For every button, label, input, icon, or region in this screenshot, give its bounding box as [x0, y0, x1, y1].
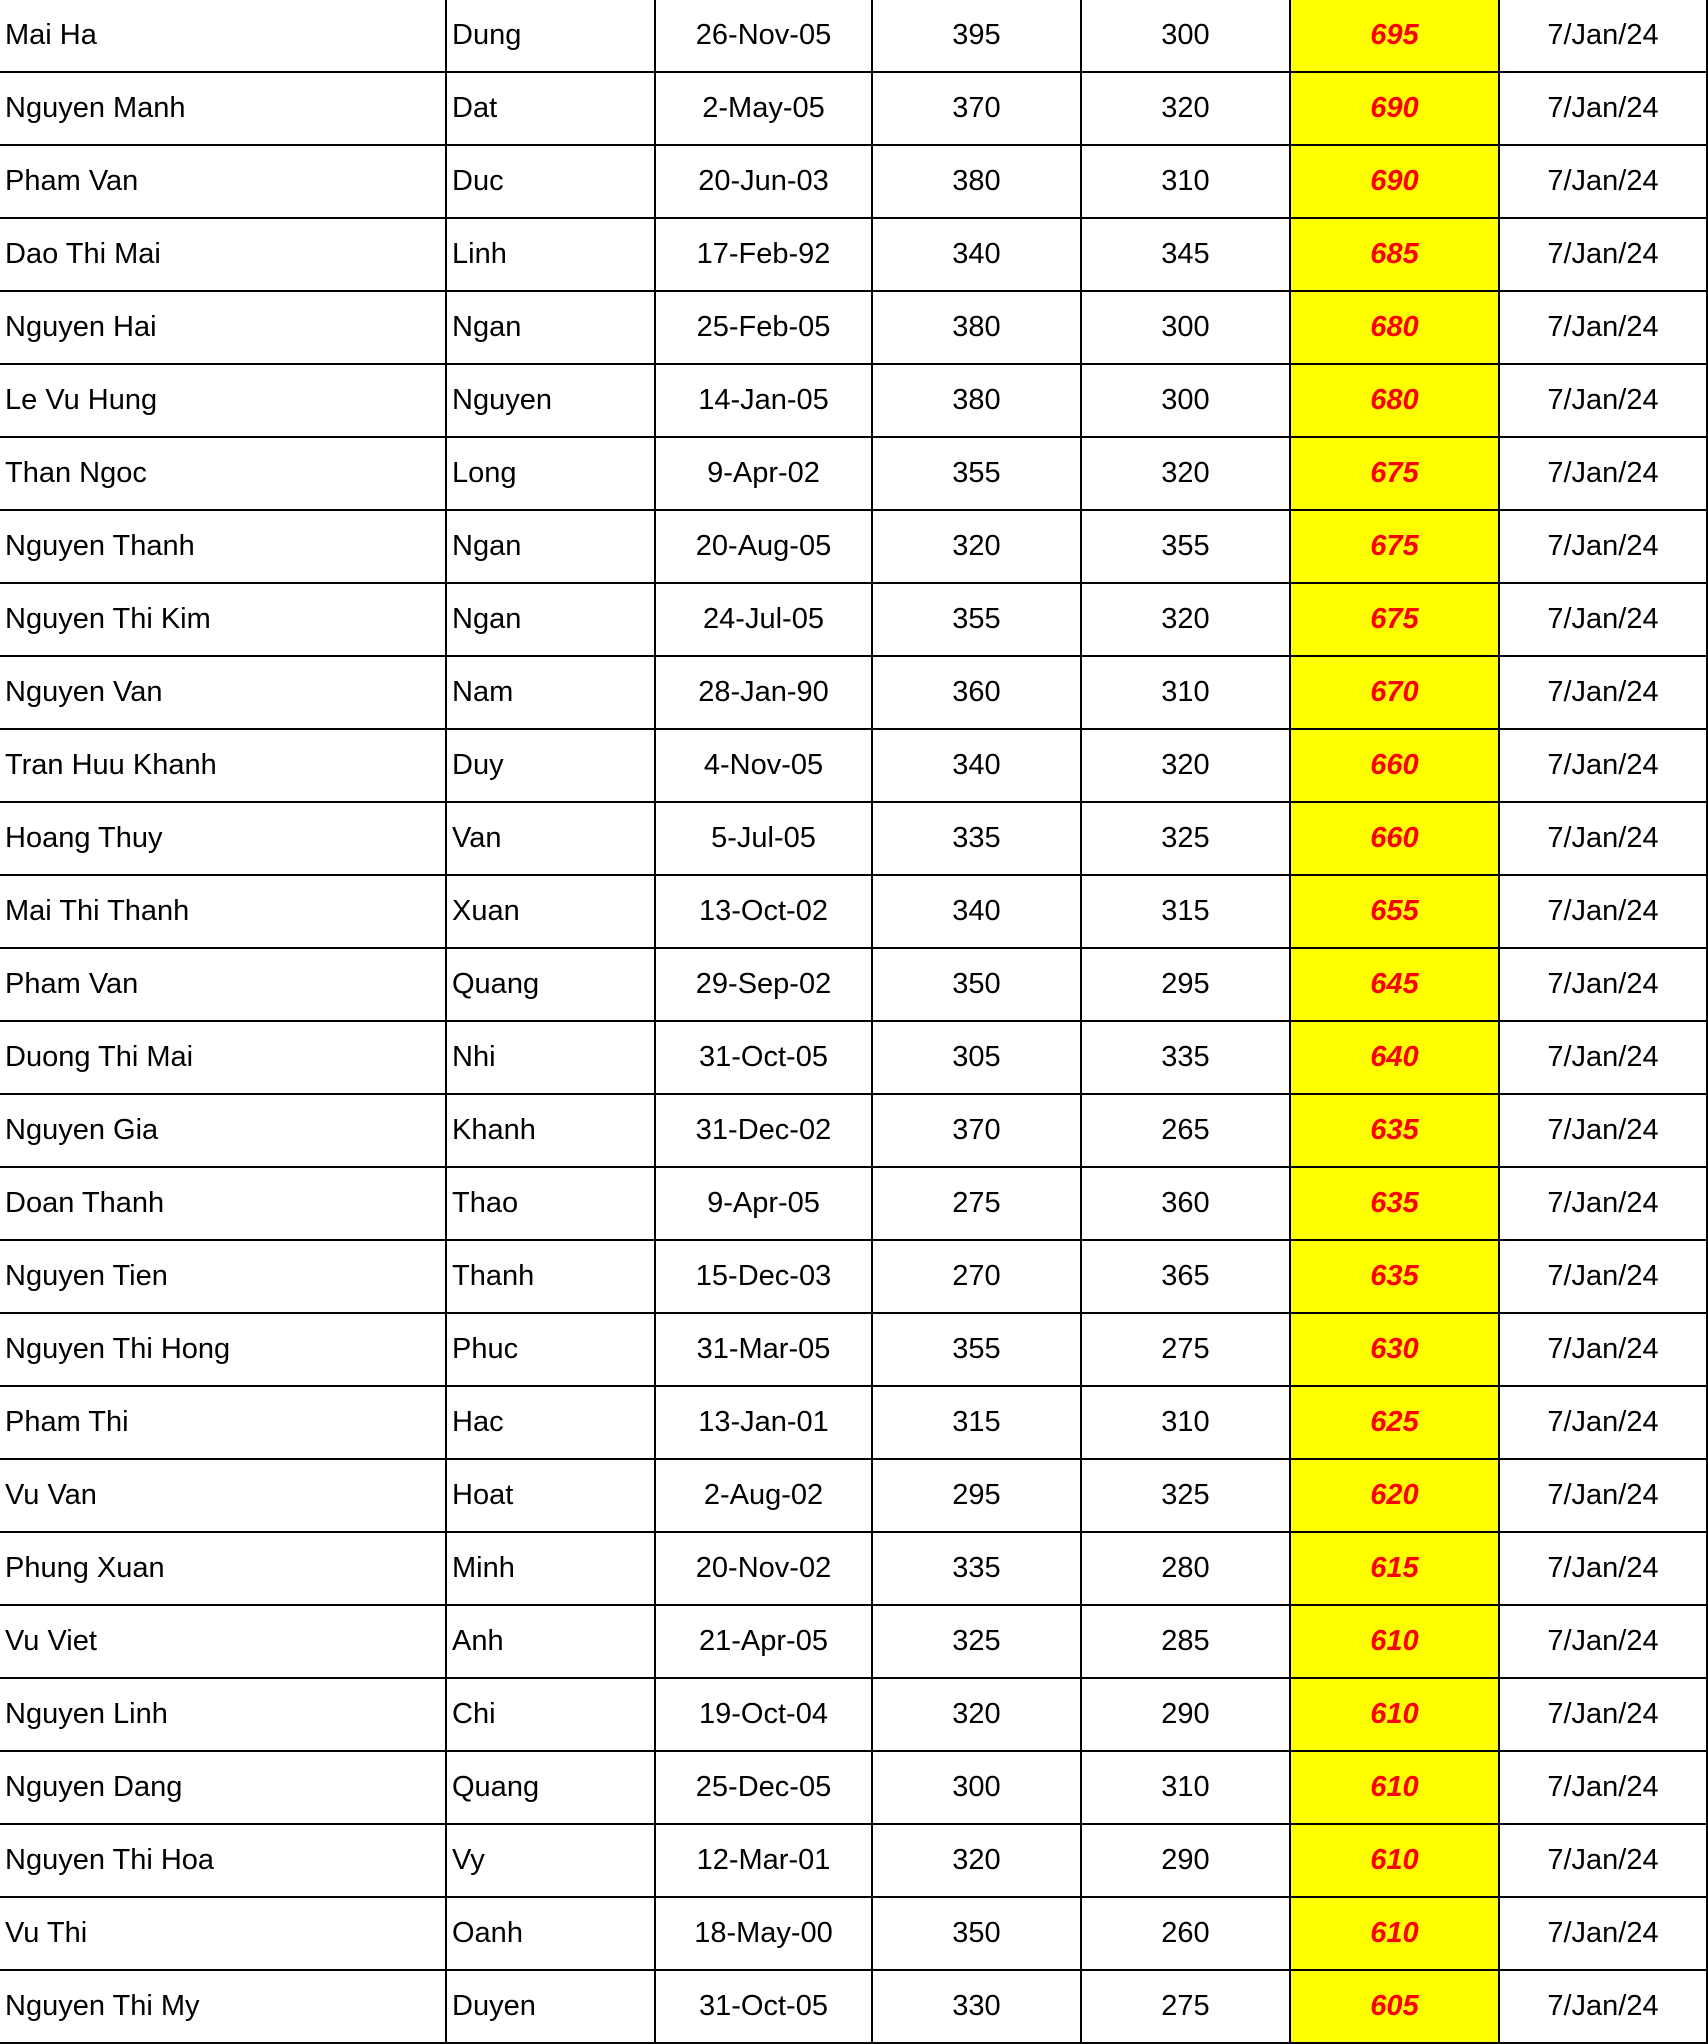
score-2-cell: 345: [1081, 218, 1290, 291]
test-date-cell: 7/Jan/24: [1499, 0, 1707, 72]
score-2-cell: 265: [1081, 1094, 1290, 1167]
last-middle-name-cell: Nguyen Gia: [0, 1094, 446, 1167]
first-name-cell: Thao: [446, 1167, 655, 1240]
first-name-cell: Van: [446, 802, 655, 875]
score-1-cell: 370: [872, 72, 1081, 145]
score-1-cell: 315: [872, 1386, 1081, 1459]
score-2-cell: 290: [1081, 1678, 1290, 1751]
test-date-cell: 7/Jan/24: [1499, 948, 1707, 1021]
score-1-cell: 380: [872, 145, 1081, 218]
last-middle-name-cell: Nguyen Manh: [0, 72, 446, 145]
total-score-cell: 690: [1290, 72, 1499, 145]
first-name-cell: Nguyen: [446, 364, 655, 437]
test-date-cell: 7/Jan/24: [1499, 1897, 1707, 1970]
table-row: [0, 729, 1707, 802]
table-row: [0, 1970, 1707, 2043]
score-2-cell: 285: [1081, 1605, 1290, 1678]
test-date-cell: 7/Jan/24: [1499, 1678, 1707, 1751]
score-2-cell: 365: [1081, 1240, 1290, 1313]
total-score-cell: 620: [1290, 1459, 1499, 1532]
score-2-cell: 325: [1081, 1459, 1290, 1532]
total-score-cell: 680: [1290, 364, 1499, 437]
last-middle-name-cell: Phung Xuan: [0, 1532, 446, 1605]
table-row: [0, 1678, 1707, 1751]
last-middle-name-cell: Nguyen Linh: [0, 1678, 446, 1751]
first-name-cell: Linh: [446, 218, 655, 291]
table-row: [0, 1167, 1707, 1240]
score-2-cell: 275: [1081, 1970, 1290, 2043]
last-middle-name-cell: Nguyen Thi Kim: [0, 583, 446, 656]
table-row: [0, 1459, 1707, 1532]
score-1-cell: 340: [872, 875, 1081, 948]
test-date-cell: 7/Jan/24: [1499, 1313, 1707, 1386]
score-2-cell: 300: [1081, 0, 1290, 72]
score-1-cell: 395: [872, 0, 1081, 72]
total-score-cell: 610: [1290, 1751, 1499, 1824]
date-of-birth-cell: 2-Aug-02: [655, 1459, 872, 1532]
table-row: [0, 875, 1707, 948]
date-of-birth-cell: 20-Jun-03: [655, 145, 872, 218]
total-score-cell: 610: [1290, 1897, 1499, 1970]
score-2-cell: 310: [1081, 1751, 1290, 1824]
first-name-cell: Ngan: [446, 583, 655, 656]
last-middle-name-cell: Hoang Thuy: [0, 802, 446, 875]
table-row: [0, 1605, 1707, 1678]
table-row: [0, 145, 1707, 218]
last-middle-name-cell: Le Vu Hung: [0, 364, 446, 437]
first-name-cell: Hoat: [446, 1459, 655, 1532]
total-score-cell: 655: [1290, 875, 1499, 948]
table-row: [0, 510, 1707, 583]
last-middle-name-cell: Vu Van: [0, 1459, 446, 1532]
last-middle-name-cell: Than Ngoc: [0, 437, 446, 510]
total-score-cell: 685: [1290, 218, 1499, 291]
date-of-birth-cell: 31-Oct-05: [655, 1970, 872, 2043]
table-row: [0, 1240, 1707, 1313]
score-1-cell: 335: [872, 802, 1081, 875]
total-score-cell: 645: [1290, 948, 1499, 1021]
date-of-birth-cell: 12-Mar-01: [655, 1824, 872, 1897]
table-row: [0, 1751, 1707, 1824]
score-2-cell: 275: [1081, 1313, 1290, 1386]
last-middle-name-cell: Nguyen Thi Hong: [0, 1313, 446, 1386]
date-of-birth-cell: 25-Feb-05: [655, 291, 872, 364]
first-name-cell: Nam: [446, 656, 655, 729]
score-2-cell: 260: [1081, 1897, 1290, 1970]
date-of-birth-cell: 26-Nov-05: [655, 0, 872, 72]
table-row: [0, 437, 1707, 510]
score-2-cell: 335: [1081, 1021, 1290, 1094]
date-of-birth-cell: 31-Oct-05: [655, 1021, 872, 1094]
total-score-cell: 605: [1290, 1970, 1499, 2043]
total-score-cell: 610: [1290, 1605, 1499, 1678]
date-of-birth-cell: 2-May-05: [655, 72, 872, 145]
score-1-cell: 380: [872, 291, 1081, 364]
date-of-birth-cell: 9-Apr-02: [655, 437, 872, 510]
test-date-cell: 7/Jan/24: [1499, 1021, 1707, 1094]
last-middle-name-cell: Nguyen Van: [0, 656, 446, 729]
date-of-birth-cell: 21-Apr-05: [655, 1605, 872, 1678]
test-date-cell: 7/Jan/24: [1499, 729, 1707, 802]
test-date-cell: 7/Jan/24: [1499, 875, 1707, 948]
first-name-cell: Khanh: [446, 1094, 655, 1167]
score-2-cell: 310: [1081, 145, 1290, 218]
score-1-cell: 320: [872, 510, 1081, 583]
first-name-cell: Vy: [446, 1824, 655, 1897]
total-score-cell: 675: [1290, 583, 1499, 656]
total-score-cell: 690: [1290, 145, 1499, 218]
table-row: [0, 1532, 1707, 1605]
table-row: [0, 1897, 1707, 1970]
total-score-cell: 675: [1290, 437, 1499, 510]
first-name-cell: Dung: [446, 0, 655, 72]
total-score-cell: 670: [1290, 656, 1499, 729]
first-name-cell: Long: [446, 437, 655, 510]
total-score-cell: 660: [1290, 802, 1499, 875]
date-of-birth-cell: 13-Jan-01: [655, 1386, 872, 1459]
score-1-cell: 355: [872, 583, 1081, 656]
first-name-cell: Nhi: [446, 1021, 655, 1094]
score-2-cell: 320: [1081, 437, 1290, 510]
score-2-cell: 355: [1081, 510, 1290, 583]
score-2-cell: 315: [1081, 875, 1290, 948]
first-name-cell: Oanh: [446, 1897, 655, 1970]
test-date-cell: 7/Jan/24: [1499, 1240, 1707, 1313]
total-score-cell: 680: [1290, 291, 1499, 364]
test-date-cell: 7/Jan/24: [1499, 1751, 1707, 1824]
table-row: [0, 72, 1707, 145]
last-middle-name-cell: Nguyen Hai: [0, 291, 446, 364]
table-row: [0, 218, 1707, 291]
date-of-birth-cell: 14-Jan-05: [655, 364, 872, 437]
total-score-cell: 675: [1290, 510, 1499, 583]
test-date-cell: 7/Jan/24: [1499, 1094, 1707, 1167]
table-row: [0, 1094, 1707, 1167]
total-score-cell: 610: [1290, 1678, 1499, 1751]
test-date-cell: 7/Jan/24: [1499, 802, 1707, 875]
first-name-cell: Chi: [446, 1678, 655, 1751]
total-score-cell: 610: [1290, 1824, 1499, 1897]
test-date-cell: 7/Jan/24: [1499, 437, 1707, 510]
total-score-cell: 635: [1290, 1240, 1499, 1313]
score-2-cell: 300: [1081, 364, 1290, 437]
last-middle-name-cell: Nguyen Dang: [0, 1751, 446, 1824]
last-middle-name-cell: Vu Viet: [0, 1605, 446, 1678]
date-of-birth-cell: 25-Dec-05: [655, 1751, 872, 1824]
last-middle-name-cell: Vu Thi: [0, 1897, 446, 1970]
score-1-cell: 320: [872, 1824, 1081, 1897]
table-row: [0, 291, 1707, 364]
table-row: [0, 1021, 1707, 1094]
total-score-cell: 635: [1290, 1094, 1499, 1167]
total-score-cell: 640: [1290, 1021, 1499, 1094]
table-row: [0, 583, 1707, 656]
last-middle-name-cell: Tran Huu Khanh: [0, 729, 446, 802]
score-1-cell: 355: [872, 437, 1081, 510]
last-middle-name-cell: Pham Van: [0, 948, 446, 1021]
test-date-cell: 7/Jan/24: [1499, 72, 1707, 145]
table-row: [0, 1386, 1707, 1459]
table-row: [0, 1824, 1707, 1897]
score-2-cell: 310: [1081, 656, 1290, 729]
score-1-cell: 305: [872, 1021, 1081, 1094]
first-name-cell: Hac: [446, 1386, 655, 1459]
total-score-cell: 695: [1290, 0, 1499, 72]
test-date-cell: 7/Jan/24: [1499, 145, 1707, 218]
date-of-birth-cell: 15-Dec-03: [655, 1240, 872, 1313]
test-date-cell: 7/Jan/24: [1499, 218, 1707, 291]
score-1-cell: 330: [872, 1970, 1081, 2043]
score-2-cell: 310: [1081, 1386, 1290, 1459]
score-1-cell: 350: [872, 948, 1081, 1021]
first-name-cell: Duc: [446, 145, 655, 218]
date-of-birth-cell: 20-Aug-05: [655, 510, 872, 583]
test-date-cell: 7/Jan/24: [1499, 1605, 1707, 1678]
score-1-cell: 275: [872, 1167, 1081, 1240]
date-of-birth-cell: 18-May-00: [655, 1897, 872, 1970]
last-middle-name-cell: Pham Van: [0, 145, 446, 218]
date-of-birth-cell: 5-Jul-05: [655, 802, 872, 875]
first-name-cell: Ngan: [446, 291, 655, 364]
total-score-cell: 630: [1290, 1313, 1499, 1386]
test-date-cell: 7/Jan/24: [1499, 1824, 1707, 1897]
table-row: [0, 0, 1707, 72]
date-of-birth-cell: 20-Nov-02: [655, 1532, 872, 1605]
first-name-cell: Xuan: [446, 875, 655, 948]
first-name-cell: Duy: [446, 729, 655, 802]
date-of-birth-cell: 29-Sep-02: [655, 948, 872, 1021]
test-date-cell: 7/Jan/24: [1499, 1459, 1707, 1532]
last-middle-name-cell: Duong Thi Mai: [0, 1021, 446, 1094]
last-middle-name-cell: Mai Thi Thanh: [0, 875, 446, 948]
score-1-cell: 340: [872, 729, 1081, 802]
date-of-birth-cell: 31-Mar-05: [655, 1313, 872, 1386]
last-middle-name-cell: Nguyen Thanh: [0, 510, 446, 583]
date-of-birth-cell: 9-Apr-05: [655, 1167, 872, 1240]
last-middle-name-cell: Nguyen Tien: [0, 1240, 446, 1313]
score-1-cell: 340: [872, 218, 1081, 291]
test-date-cell: 7/Jan/24: [1499, 364, 1707, 437]
score-1-cell: 360: [872, 656, 1081, 729]
score-1-cell: 300: [872, 1751, 1081, 1824]
test-date-cell: 7/Jan/24: [1499, 656, 1707, 729]
last-middle-name-cell: Nguyen Thi My: [0, 1970, 446, 2043]
first-name-cell: Duyen: [446, 1970, 655, 2043]
first-name-cell: Minh: [446, 1532, 655, 1605]
score-1-cell: 325: [872, 1605, 1081, 1678]
score-1-cell: 270: [872, 1240, 1081, 1313]
score-2-cell: 295: [1081, 948, 1290, 1021]
test-date-cell: 7/Jan/24: [1499, 510, 1707, 583]
score-1-cell: 295: [872, 1459, 1081, 1532]
score-1-cell: 370: [872, 1094, 1081, 1167]
test-date-cell: 7/Jan/24: [1499, 1386, 1707, 1459]
total-score-cell: 635: [1290, 1167, 1499, 1240]
score-1-cell: 335: [872, 1532, 1081, 1605]
total-score-cell: 615: [1290, 1532, 1499, 1605]
score-1-cell: 320: [872, 1678, 1081, 1751]
score-2-cell: 320: [1081, 729, 1290, 802]
first-name-cell: Ngan: [446, 510, 655, 583]
date-of-birth-cell: 24-Jul-05: [655, 583, 872, 656]
date-of-birth-cell: 28-Jan-90: [655, 656, 872, 729]
score-2-cell: 290: [1081, 1824, 1290, 1897]
last-middle-name-cell: Pham Thi: [0, 1386, 446, 1459]
table-row: [0, 802, 1707, 875]
test-date-cell: 7/Jan/24: [1499, 1970, 1707, 2043]
date-of-birth-cell: 19-Oct-04: [655, 1678, 872, 1751]
table-row: [0, 948, 1707, 1021]
first-name-cell: Anh: [446, 1605, 655, 1678]
score-1-cell: 355: [872, 1313, 1081, 1386]
score-2-cell: 320: [1081, 583, 1290, 656]
score-2-cell: 280: [1081, 1532, 1290, 1605]
date-of-birth-cell: 31-Dec-02: [655, 1094, 872, 1167]
last-middle-name-cell: Mai Ha: [0, 0, 446, 72]
test-date-cell: 7/Jan/24: [1499, 583, 1707, 656]
test-date-cell: 7/Jan/24: [1499, 1532, 1707, 1605]
first-name-cell: Dat: [446, 72, 655, 145]
date-of-birth-cell: 4-Nov-05: [655, 729, 872, 802]
score-1-cell: 380: [872, 364, 1081, 437]
table-row: [0, 364, 1707, 437]
score-2-cell: 360: [1081, 1167, 1290, 1240]
score-2-cell: 320: [1081, 72, 1290, 145]
test-date-cell: 7/Jan/24: [1499, 1167, 1707, 1240]
date-of-birth-cell: 13-Oct-02: [655, 875, 872, 948]
total-score-cell: 660: [1290, 729, 1499, 802]
first-name-cell: Quang: [446, 1751, 655, 1824]
last-middle-name-cell: Dao Thi Mai: [0, 218, 446, 291]
score-2-cell: 300: [1081, 291, 1290, 364]
last-middle-name-cell: Nguyen Thi Hoa: [0, 1824, 446, 1897]
total-score-cell: 625: [1290, 1386, 1499, 1459]
last-middle-name-cell: Doan Thanh: [0, 1167, 446, 1240]
table-row: [0, 1313, 1707, 1386]
score-2-cell: 325: [1081, 802, 1290, 875]
first-name-cell: Phuc: [446, 1313, 655, 1386]
first-name-cell: Quang: [446, 948, 655, 1021]
table-row: [0, 656, 1707, 729]
score-1-cell: 350: [872, 1897, 1081, 1970]
date-of-birth-cell: 17-Feb-92: [655, 218, 872, 291]
first-name-cell: Thanh: [446, 1240, 655, 1313]
test-date-cell: 7/Jan/24: [1499, 291, 1707, 364]
